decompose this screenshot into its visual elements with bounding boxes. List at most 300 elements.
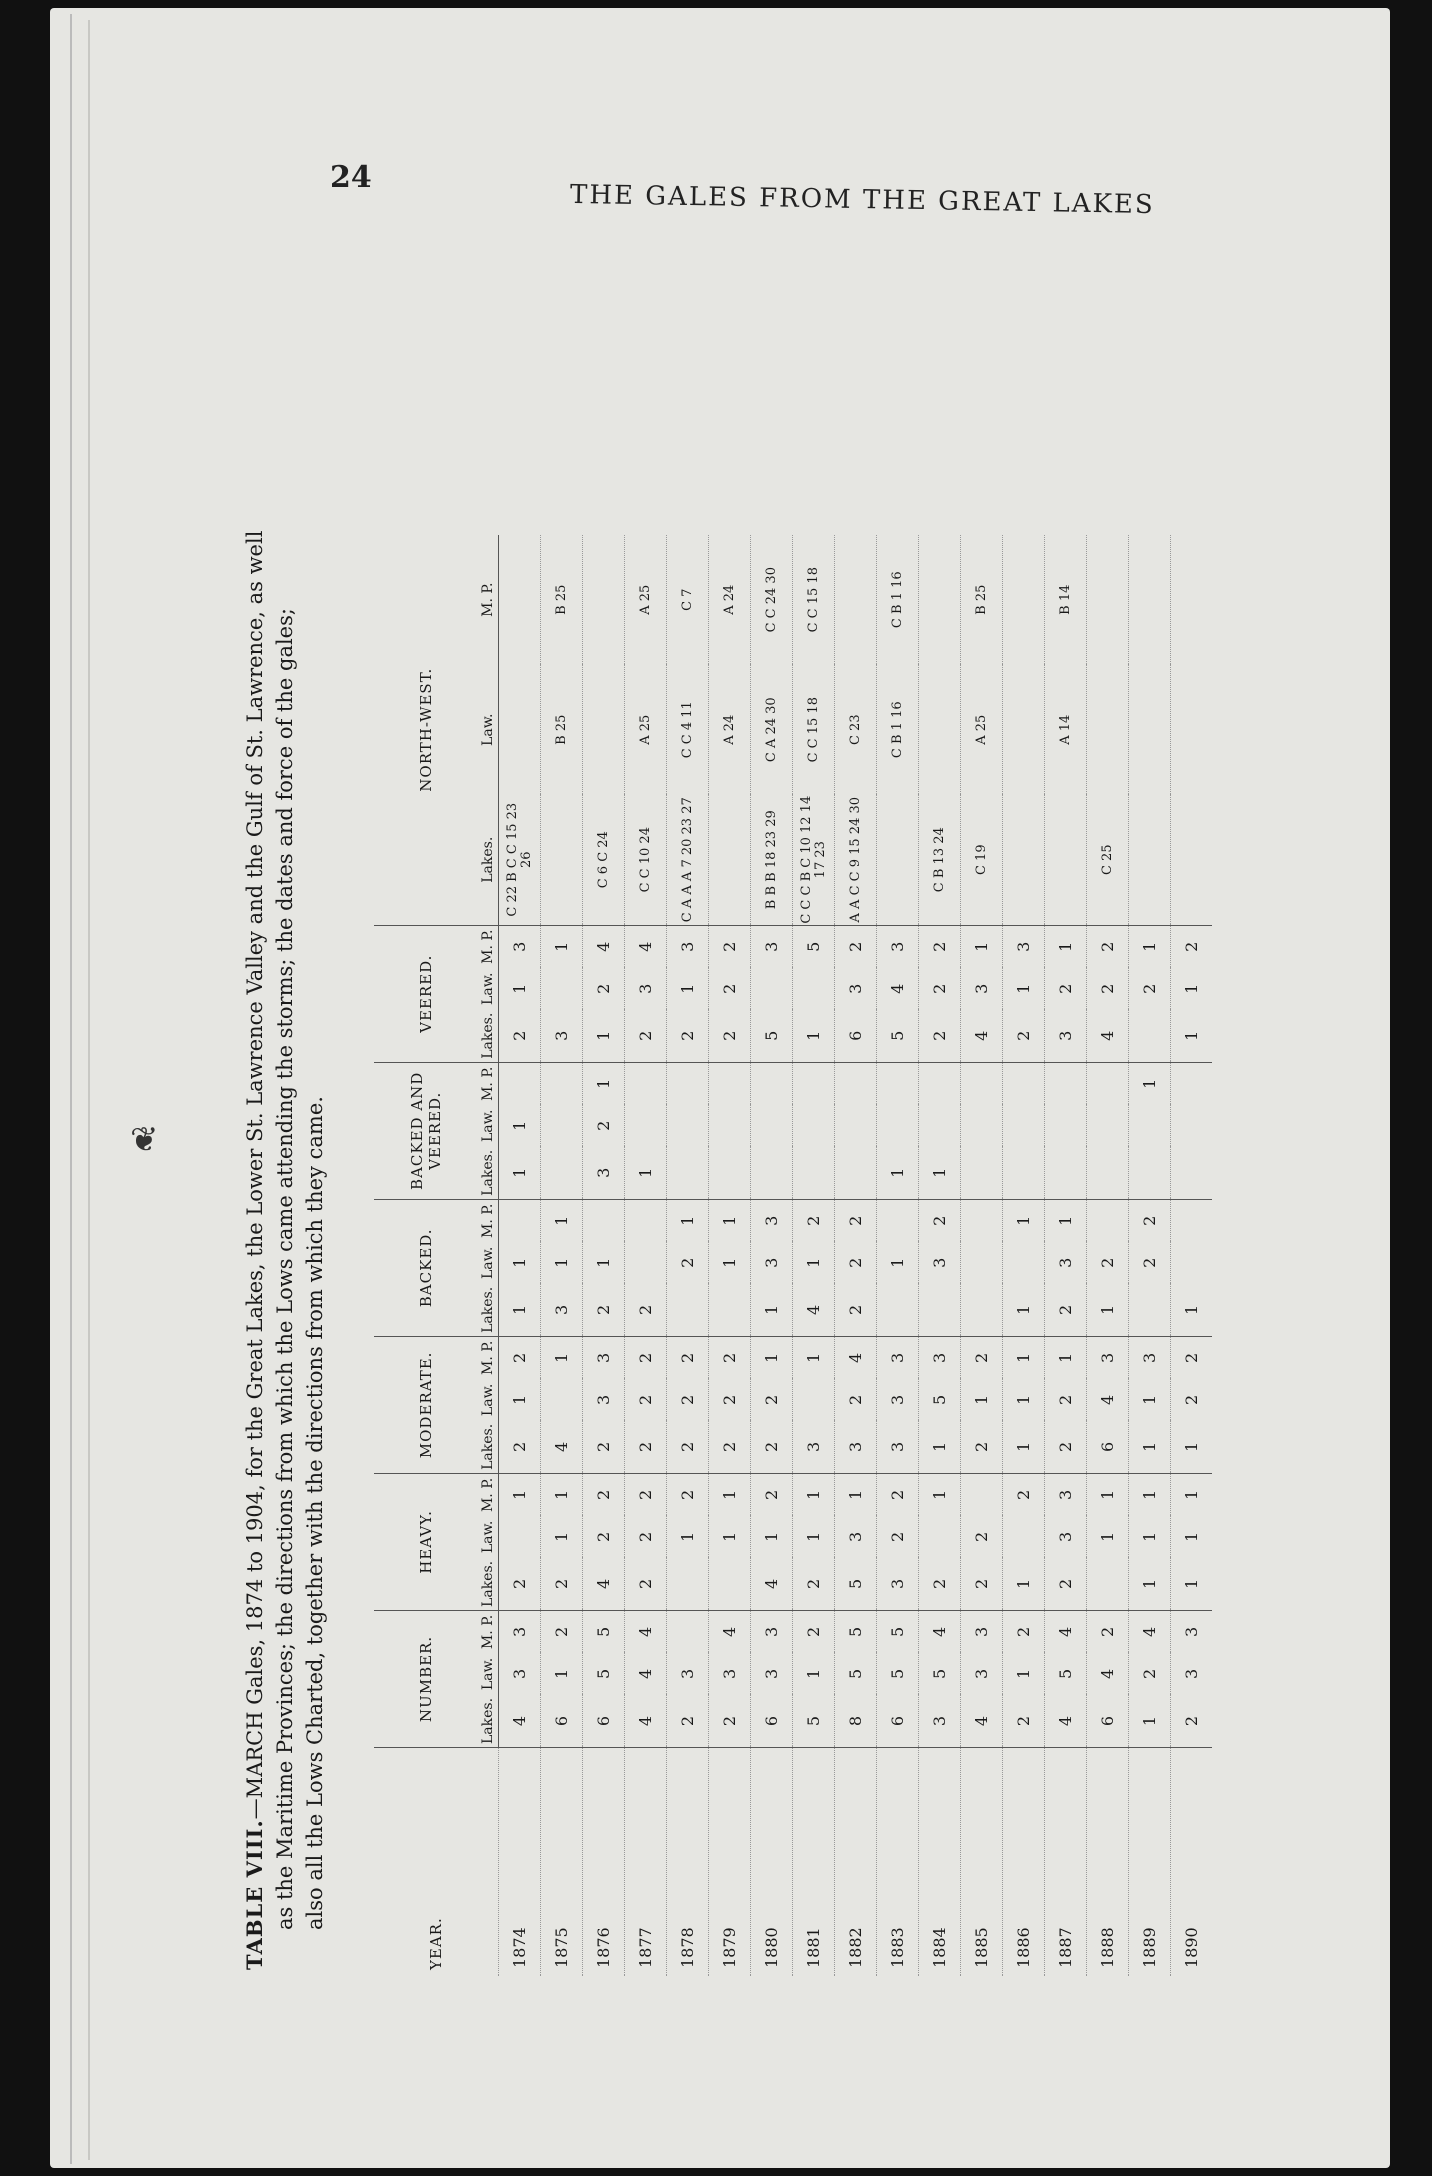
count-cell bbox=[1087, 1558, 1129, 1611]
northwest-law-cell: A 25 bbox=[961, 665, 1003, 795]
group-veered: VEERED. bbox=[374, 925, 478, 1062]
count-cell: 3 bbox=[919, 1336, 961, 1379]
count-cell: 4 bbox=[961, 1695, 1003, 1748]
count-cell: 4 bbox=[625, 1653, 667, 1695]
count-cell: 2 bbox=[499, 1010, 541, 1063]
count-cell bbox=[1087, 1199, 1129, 1242]
table-row bbox=[751, 535, 793, 1976]
count-cell: 1 bbox=[1003, 1336, 1045, 1379]
caption-line-3: also all the Lows Charted, together with the directions from which they came. bbox=[303, 1096, 327, 1930]
subheader-mp: M. P. bbox=[478, 1199, 499, 1242]
count-cell: 1 bbox=[1087, 1516, 1129, 1558]
count-cell bbox=[1045, 1147, 1087, 1200]
count-cell: 2 bbox=[1045, 968, 1087, 1010]
count-cell: 2 bbox=[1045, 1284, 1087, 1337]
count-cell bbox=[919, 1516, 961, 1558]
count-cell: 2 bbox=[499, 1558, 541, 1611]
year-cell: 1886 bbox=[1003, 1748, 1045, 1977]
count-cell bbox=[751, 1147, 793, 1200]
count-cell: 3 bbox=[751, 1653, 793, 1695]
count-cell: 2 bbox=[541, 1558, 583, 1611]
count-cell bbox=[919, 1105, 961, 1147]
count-cell: 2 bbox=[709, 1421, 751, 1474]
count-cell: 6 bbox=[877, 1695, 919, 1748]
count-cell: 3 bbox=[835, 1421, 877, 1474]
group-backed-and-veered: BACKED AND VEERED. bbox=[374, 1062, 478, 1199]
northwest-mp-cell: C C 15 18 bbox=[793, 535, 835, 665]
count-cell: 5 bbox=[919, 1653, 961, 1695]
count-cell: 1 bbox=[793, 1653, 835, 1695]
northwest-law-cell: C A 24 30 bbox=[751, 665, 793, 795]
northwest-law-cell: C 23 bbox=[835, 665, 877, 795]
count-cell: 2 bbox=[499, 1336, 541, 1379]
count-cell bbox=[667, 1284, 709, 1337]
count-cell: 1 bbox=[1003, 1199, 1045, 1242]
northwest-mp-cell: B 25 bbox=[541, 535, 583, 665]
count-cell: 4 bbox=[1045, 1695, 1087, 1748]
count-cell bbox=[961, 1147, 1003, 1200]
count-cell: 5 bbox=[835, 1610, 877, 1653]
count-cell: 2 bbox=[625, 1558, 667, 1611]
count-cell bbox=[1129, 1010, 1171, 1063]
count-cell bbox=[835, 1147, 877, 1200]
northwest-lakes-cell bbox=[541, 795, 583, 926]
count-cell: 2 bbox=[1087, 1242, 1129, 1284]
count-cell: 1 bbox=[499, 1242, 541, 1284]
count-cell: 1 bbox=[1129, 925, 1171, 968]
count-cell bbox=[625, 1199, 667, 1242]
count-cell: 5 bbox=[835, 1558, 877, 1611]
northwest-law-cell: A 25 bbox=[625, 665, 667, 795]
count-cell bbox=[499, 1199, 541, 1242]
count-cell: 1 bbox=[1003, 1421, 1045, 1474]
count-cell bbox=[1003, 1242, 1045, 1284]
caption-label: TABLE VIII. bbox=[242, 1819, 267, 1970]
count-cell: 2 bbox=[1045, 1558, 1087, 1611]
count-cell: 2 bbox=[709, 1379, 751, 1421]
subheader-mp: M. P. bbox=[478, 1473, 499, 1516]
table-row bbox=[1045, 535, 1087, 1976]
count-cell bbox=[541, 1062, 583, 1105]
count-cell: 1 bbox=[1003, 968, 1045, 1010]
table-row bbox=[583, 535, 625, 1976]
ink-mark: ❦ bbox=[130, 1120, 159, 1160]
count-cell bbox=[1003, 1516, 1045, 1558]
count-cell: 2 bbox=[961, 1516, 1003, 1558]
year-cell: 1885 bbox=[961, 1748, 1003, 1977]
count-cell: 2 bbox=[1171, 925, 1213, 968]
count-cell: 2 bbox=[583, 1284, 625, 1337]
table-body bbox=[499, 535, 1213, 1976]
table-row bbox=[541, 535, 583, 1976]
subheader-lakes: Lakes. bbox=[478, 795, 499, 926]
count-cell: 5 bbox=[877, 1010, 919, 1063]
count-cell: 2 bbox=[709, 925, 751, 968]
count-cell bbox=[961, 1105, 1003, 1147]
count-cell: 2 bbox=[919, 1558, 961, 1611]
subheader-law: Law. bbox=[478, 665, 499, 795]
subheader-lakes: Lakes. bbox=[478, 1695, 499, 1748]
count-cell: 2 bbox=[1129, 1242, 1171, 1284]
count-cell bbox=[961, 1242, 1003, 1284]
count-cell: 5 bbox=[793, 1695, 835, 1748]
count-cell: 3 bbox=[961, 1653, 1003, 1695]
count-cell: 2 bbox=[625, 1284, 667, 1337]
year-cell: 1879 bbox=[709, 1748, 751, 1977]
count-cell: 1 bbox=[499, 1284, 541, 1337]
northwest-lakes-cell bbox=[1129, 795, 1171, 926]
count-cell: 2 bbox=[1171, 1336, 1213, 1379]
count-cell: 2 bbox=[961, 1421, 1003, 1474]
count-cell: 4 bbox=[1087, 1379, 1129, 1421]
caption-line-1: —MARCH Gales, 1874 to 1904, for the Great Lakes, the Lower St. Lawrence Valley and the Gulf of St. Lawrence, as well bbox=[243, 530, 267, 1820]
count-cell bbox=[667, 1147, 709, 1200]
year-cell: 1878 bbox=[667, 1748, 709, 1977]
count-cell: 6 bbox=[541, 1695, 583, 1748]
northwest-mp-cell bbox=[1003, 535, 1045, 665]
subheader-mp: M. P. bbox=[478, 925, 499, 968]
count-cell: 3 bbox=[583, 1336, 625, 1379]
northwest-lakes-cell: C C C B C 10 12 14 17 23 bbox=[793, 795, 835, 926]
count-cell bbox=[793, 1379, 835, 1421]
year-cell: 1877 bbox=[625, 1748, 667, 1977]
northwest-mp-cell: C 7 bbox=[667, 535, 709, 665]
count-cell: 2 bbox=[625, 1473, 667, 1516]
count-cell: 2 bbox=[751, 1421, 793, 1474]
table-row bbox=[667, 535, 709, 1976]
count-cell: 3 bbox=[835, 1516, 877, 1558]
count-cell: 4 bbox=[583, 925, 625, 968]
count-cell: 2 bbox=[583, 1105, 625, 1147]
count-cell bbox=[667, 1062, 709, 1105]
count-cell: 1 bbox=[499, 1473, 541, 1516]
northwest-law-cell bbox=[1171, 665, 1213, 795]
northwest-mp-cell: B 14 bbox=[1045, 535, 1087, 665]
count-cell: 5 bbox=[583, 1610, 625, 1653]
count-cell: 1 bbox=[793, 1336, 835, 1379]
northwest-lakes-cell: C 19 bbox=[961, 795, 1003, 926]
count-cell bbox=[709, 1062, 751, 1105]
northwest-lakes-cell bbox=[1003, 795, 1045, 926]
count-cell: 2 bbox=[583, 1473, 625, 1516]
subheader-lakes: Lakes. bbox=[478, 1558, 499, 1611]
count-cell: 4 bbox=[709, 1610, 751, 1653]
count-cell: 3 bbox=[1045, 1516, 1087, 1558]
count-cell bbox=[1087, 1147, 1129, 1200]
count-cell bbox=[961, 1199, 1003, 1242]
count-cell: 3 bbox=[961, 968, 1003, 1010]
count-cell: 3 bbox=[877, 1379, 919, 1421]
count-cell: 1 bbox=[1129, 1695, 1171, 1748]
count-cell: 2 bbox=[625, 1336, 667, 1379]
count-cell bbox=[1129, 1284, 1171, 1337]
northwest-mp-cell bbox=[499, 535, 541, 665]
count-cell: 1 bbox=[793, 1516, 835, 1558]
count-cell: 2 bbox=[1087, 1610, 1129, 1653]
year-cell: 1889 bbox=[1129, 1748, 1171, 1977]
count-cell bbox=[541, 968, 583, 1010]
count-cell: 2 bbox=[919, 968, 961, 1010]
count-cell: 4 bbox=[1129, 1610, 1171, 1653]
count-cell bbox=[1171, 1062, 1213, 1105]
subheader-lakes: Lakes. bbox=[478, 1147, 499, 1200]
count-cell: 1 bbox=[1003, 1653, 1045, 1695]
count-cell: 2 bbox=[667, 1242, 709, 1284]
count-cell bbox=[541, 1379, 583, 1421]
group-header-row bbox=[374, 535, 478, 1976]
count-cell: 1 bbox=[709, 1242, 751, 1284]
count-cell: 1 bbox=[877, 1147, 919, 1200]
count-cell: 1 bbox=[919, 1473, 961, 1516]
group-backed: BACKED. bbox=[374, 1199, 478, 1336]
count-cell: 3 bbox=[877, 925, 919, 968]
count-cell: 4 bbox=[583, 1558, 625, 1611]
count-cell: 1 bbox=[541, 1653, 583, 1695]
count-cell: 3 bbox=[793, 1421, 835, 1474]
count-cell bbox=[625, 1105, 667, 1147]
count-cell bbox=[709, 1284, 751, 1337]
subheader-lakes: Lakes. bbox=[478, 1010, 499, 1063]
count-cell: 1 bbox=[1129, 1516, 1171, 1558]
northwest-mp-cell bbox=[1087, 535, 1129, 665]
northwest-law-cell: C C 15 18 bbox=[793, 665, 835, 795]
count-cell: 2 bbox=[499, 1421, 541, 1474]
count-cell: 3 bbox=[1045, 1473, 1087, 1516]
count-cell: 6 bbox=[583, 1695, 625, 1748]
count-cell: 4 bbox=[499, 1695, 541, 1748]
count-cell: 2 bbox=[1003, 1010, 1045, 1063]
count-cell bbox=[793, 1147, 835, 1200]
count-cell: 2 bbox=[1045, 1421, 1087, 1474]
count-cell: 5 bbox=[877, 1653, 919, 1695]
count-cell: 3 bbox=[1045, 1242, 1087, 1284]
count-cell: 2 bbox=[583, 1421, 625, 1474]
count-cell: 1 bbox=[499, 1147, 541, 1200]
count-cell bbox=[877, 1199, 919, 1242]
count-cell bbox=[961, 1062, 1003, 1105]
subheader-mp: M. P. bbox=[478, 535, 499, 665]
count-cell: 4 bbox=[793, 1284, 835, 1337]
northwest-law-cell: C C 4 11 bbox=[667, 665, 709, 795]
count-cell: 3 bbox=[1171, 1653, 1213, 1695]
table-row bbox=[961, 535, 1003, 1976]
subheader-law: Law. bbox=[478, 1242, 499, 1284]
count-cell: 1 bbox=[541, 1199, 583, 1242]
northwest-lakes-cell: C 25 bbox=[1087, 795, 1129, 926]
count-cell: 4 bbox=[961, 1010, 1003, 1063]
count-cell: 1 bbox=[541, 1473, 583, 1516]
northwest-law-cell bbox=[919, 665, 961, 795]
year-cell: 1883 bbox=[877, 1748, 919, 1977]
count-cell: 1 bbox=[1087, 1284, 1129, 1337]
count-cell: 1 bbox=[793, 1242, 835, 1284]
subheader-law: Law. bbox=[478, 968, 499, 1010]
count-cell: 2 bbox=[1171, 1379, 1213, 1421]
count-cell: 4 bbox=[751, 1558, 793, 1611]
rotated-table-block bbox=[240, 270, 1360, 1990]
count-cell: 5 bbox=[583, 1653, 625, 1695]
count-cell: 3 bbox=[541, 1284, 583, 1337]
count-cell: 1 bbox=[583, 1242, 625, 1284]
northwest-law-cell bbox=[583, 665, 625, 795]
count-cell: 8 bbox=[835, 1695, 877, 1748]
subheader-law: Law. bbox=[478, 1653, 499, 1695]
count-cell: 2 bbox=[793, 1199, 835, 1242]
count-cell bbox=[499, 1062, 541, 1105]
count-cell: 2 bbox=[667, 1473, 709, 1516]
northwest-mp-cell: C B 1 16 bbox=[877, 535, 919, 665]
count-cell: 2 bbox=[625, 1379, 667, 1421]
count-cell bbox=[751, 968, 793, 1010]
count-cell: 5 bbox=[835, 1653, 877, 1695]
count-cell bbox=[1003, 1105, 1045, 1147]
count-cell: 1 bbox=[793, 1473, 835, 1516]
northwest-lakes-cell: C 22 B C C 15 23 26 bbox=[499, 795, 541, 926]
count-cell: 4 bbox=[541, 1421, 583, 1474]
count-cell: 1 bbox=[1171, 1284, 1213, 1337]
count-cell: 1 bbox=[541, 1516, 583, 1558]
count-cell: 2 bbox=[961, 1558, 1003, 1611]
count-cell: 6 bbox=[1087, 1421, 1129, 1474]
group-north-west: NORTH-WEST. bbox=[374, 535, 478, 926]
northwest-lakes-cell bbox=[1171, 795, 1213, 926]
count-cell: 1 bbox=[1045, 925, 1087, 968]
table-caption bbox=[240, 270, 330, 1970]
count-cell: 3 bbox=[625, 968, 667, 1010]
northwest-mp-cell bbox=[835, 535, 877, 665]
count-cell: 1 bbox=[499, 968, 541, 1010]
count-cell: 4 bbox=[1045, 1610, 1087, 1653]
count-cell: 1 bbox=[1171, 1516, 1213, 1558]
count-cell: 3 bbox=[583, 1379, 625, 1421]
northwest-mp-cell bbox=[919, 535, 961, 665]
count-cell: 1 bbox=[919, 1147, 961, 1200]
count-cell: 3 bbox=[667, 925, 709, 968]
count-cell: 1 bbox=[1045, 1336, 1087, 1379]
count-cell: 1 bbox=[541, 925, 583, 968]
count-cell: 1 bbox=[961, 925, 1003, 968]
count-cell: 2 bbox=[667, 1421, 709, 1474]
count-cell: 1 bbox=[667, 1516, 709, 1558]
count-cell: 2 bbox=[709, 968, 751, 1010]
count-cell: 1 bbox=[1045, 1199, 1087, 1242]
northwest-lakes-cell: A A C C 9 15 24 30 bbox=[835, 795, 877, 926]
count-cell: 1 bbox=[751, 1516, 793, 1558]
count-cell: 2 bbox=[751, 1379, 793, 1421]
count-cell: 3 bbox=[835, 968, 877, 1010]
count-cell: 3 bbox=[919, 1695, 961, 1748]
count-cell: 1 bbox=[1003, 1379, 1045, 1421]
northwest-law-cell bbox=[499, 665, 541, 795]
count-cell bbox=[667, 1610, 709, 1653]
count-cell bbox=[751, 1105, 793, 1147]
count-cell: 4 bbox=[625, 1610, 667, 1653]
count-cell: 1 bbox=[541, 1242, 583, 1284]
subheader-law: Law. bbox=[478, 1105, 499, 1147]
northwest-mp-cell: C C 24 30 bbox=[751, 535, 793, 665]
count-cell: 3 bbox=[751, 1242, 793, 1284]
count-cell: 2 bbox=[667, 1336, 709, 1379]
count-cell: 2 bbox=[835, 1199, 877, 1242]
table-row bbox=[877, 535, 919, 1976]
count-cell: 3 bbox=[667, 1653, 709, 1695]
count-cell bbox=[1129, 1105, 1171, 1147]
count-cell: 2 bbox=[793, 1558, 835, 1611]
count-cell: 2 bbox=[667, 1695, 709, 1748]
northwest-mp-cell: A 24 bbox=[709, 535, 751, 665]
count-cell: 2 bbox=[835, 925, 877, 968]
year-cell: 1887 bbox=[1045, 1748, 1087, 1977]
count-cell bbox=[541, 1105, 583, 1147]
year-cell: 1876 bbox=[583, 1748, 625, 1977]
count-cell: 1 bbox=[1171, 1558, 1213, 1611]
subheader-law: Law. bbox=[478, 1379, 499, 1421]
subheader-lakes: Lakes. bbox=[478, 1284, 499, 1337]
count-cell: 2 bbox=[919, 1010, 961, 1063]
northwest-mp-cell: B 25 bbox=[961, 535, 1003, 665]
table-row bbox=[1129, 535, 1171, 1976]
count-cell: 3 bbox=[919, 1242, 961, 1284]
count-cell: 2 bbox=[919, 925, 961, 968]
count-cell bbox=[667, 1105, 709, 1147]
count-cell: 2 bbox=[625, 1516, 667, 1558]
count-cell: 3 bbox=[499, 925, 541, 968]
table-row bbox=[1171, 535, 1213, 1976]
count-cell: 4 bbox=[625, 1695, 667, 1748]
count-cell bbox=[1171, 1242, 1213, 1284]
northwest-lakes-cell: C 6 C 24 bbox=[583, 795, 625, 926]
count-cell: 5 bbox=[1045, 1653, 1087, 1695]
count-cell bbox=[835, 1105, 877, 1147]
count-cell: 1 bbox=[667, 968, 709, 1010]
count-cell: 6 bbox=[1087, 1695, 1129, 1748]
count-cell: 2 bbox=[835, 1242, 877, 1284]
count-cell: 4 bbox=[835, 1336, 877, 1379]
year-header: YEAR. bbox=[427, 1917, 445, 1970]
count-cell bbox=[709, 1558, 751, 1611]
table-row bbox=[499, 535, 541, 1976]
year-cell: 1890 bbox=[1171, 1748, 1213, 1977]
count-cell: 1 bbox=[793, 1010, 835, 1063]
count-cell bbox=[877, 1105, 919, 1147]
count-cell: 3 bbox=[961, 1610, 1003, 1653]
count-cell: 1 bbox=[541, 1336, 583, 1379]
count-cell: 1 bbox=[1003, 1284, 1045, 1337]
page-number: 24 bbox=[330, 160, 372, 195]
count-cell: 2 bbox=[1129, 1199, 1171, 1242]
count-cell: 2 bbox=[709, 1010, 751, 1063]
northwest-lakes-cell: C C 10 24 bbox=[625, 795, 667, 926]
count-cell: 3 bbox=[751, 925, 793, 968]
count-cell: 1 bbox=[919, 1421, 961, 1474]
count-cell bbox=[793, 1062, 835, 1105]
count-cell: 2 bbox=[1045, 1379, 1087, 1421]
count-cell: 2 bbox=[625, 1421, 667, 1474]
count-cell: 3 bbox=[751, 1610, 793, 1653]
count-cell: 2 bbox=[667, 1010, 709, 1063]
northwest-lakes-cell: C B 13 24 bbox=[919, 795, 961, 926]
count-cell: 1 bbox=[1003, 1558, 1045, 1611]
count-cell bbox=[499, 1516, 541, 1558]
count-cell: 3 bbox=[499, 1653, 541, 1695]
count-cell bbox=[625, 1242, 667, 1284]
count-cell: 1 bbox=[1171, 968, 1213, 1010]
northwest-law-cell bbox=[1003, 665, 1045, 795]
northwest-law-cell bbox=[1129, 665, 1171, 795]
count-cell: 2 bbox=[1003, 1695, 1045, 1748]
count-cell: 3 bbox=[877, 1421, 919, 1474]
table-row bbox=[709, 535, 751, 1976]
